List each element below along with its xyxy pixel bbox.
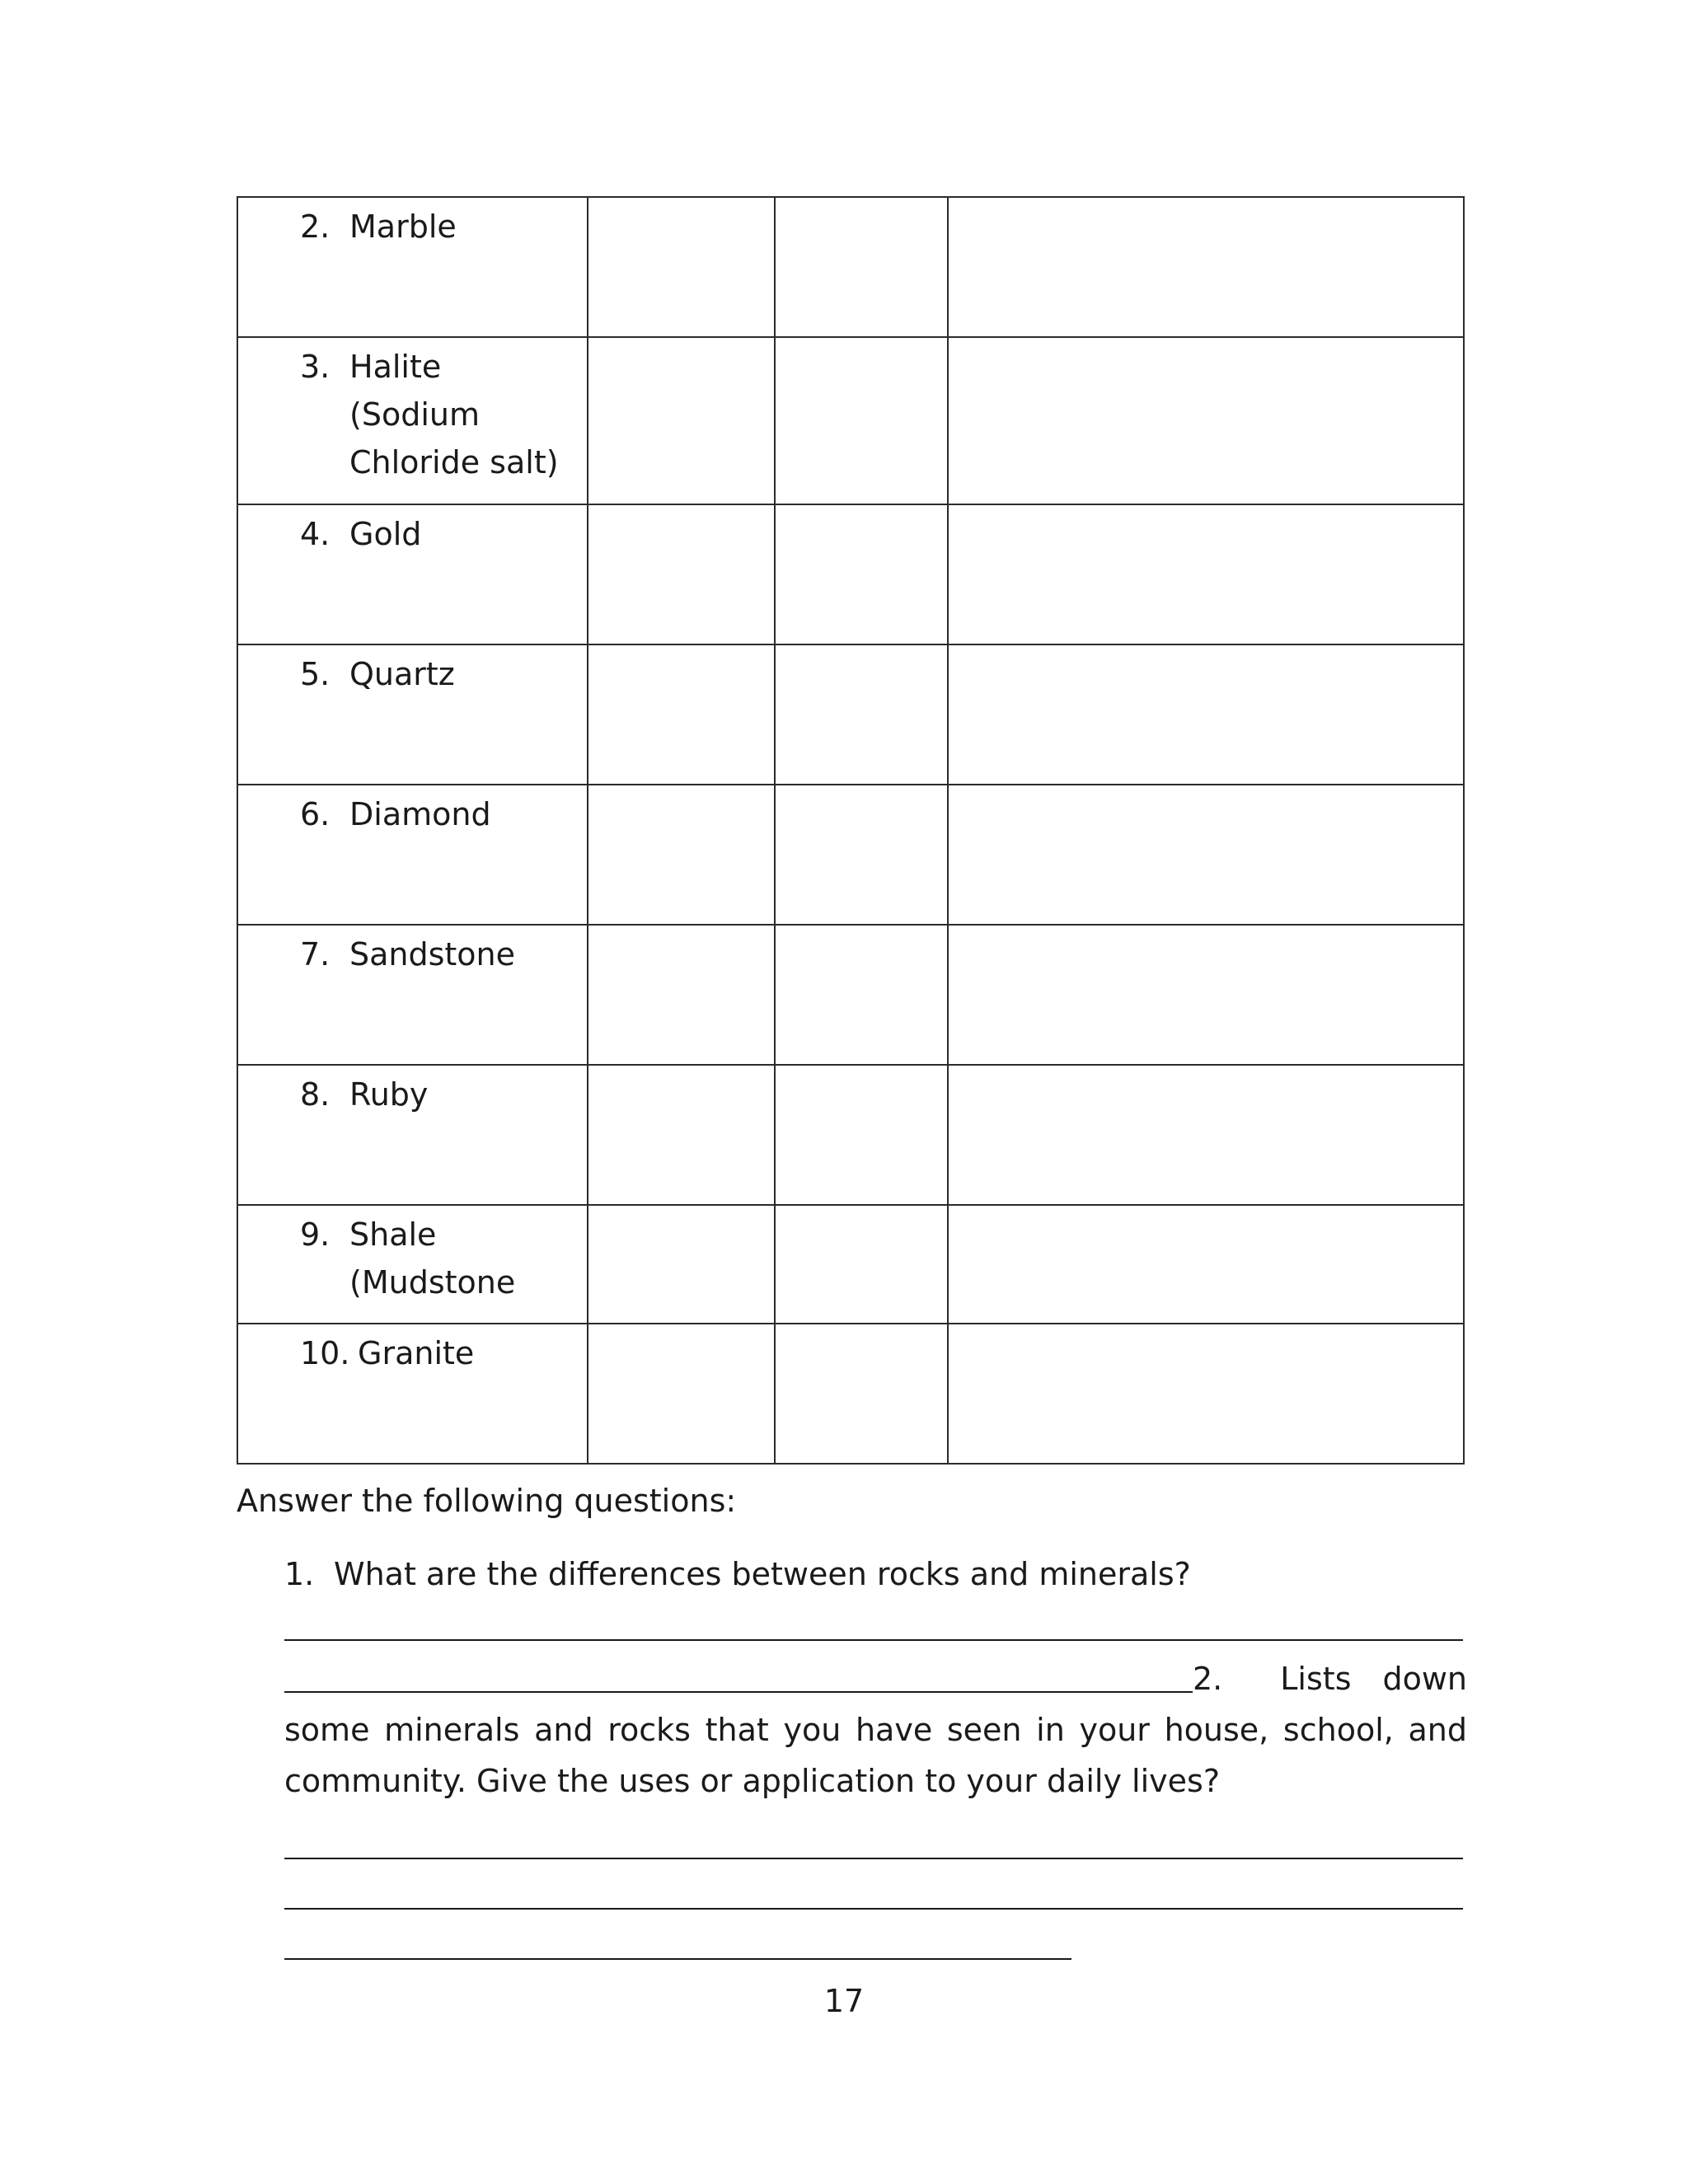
table-row bbox=[237, 1324, 1464, 1464]
answer-line[interactable] bbox=[284, 1639, 1463, 1641]
answer-cell[interactable] bbox=[775, 504, 948, 644]
item-name: Granite bbox=[358, 1335, 475, 1371]
answer-line[interactable] bbox=[284, 1958, 1071, 1960]
answer-cell[interactable] bbox=[775, 1065, 948, 1205]
question-lead-word: down bbox=[1382, 1661, 1467, 1697]
item-cell bbox=[237, 925, 588, 1065]
item-cell bbox=[237, 1324, 588, 1464]
question-number: 2. bbox=[1193, 1661, 1223, 1697]
page-number: 17 bbox=[823, 1983, 865, 2019]
answer-cell[interactable] bbox=[948, 1205, 1464, 1324]
answer-cell[interactable] bbox=[948, 337, 1464, 504]
item-name: Quartz bbox=[349, 656, 455, 692]
item-number: 6. bbox=[300, 796, 331, 832]
question-text: What are the differences between rocks and minerals? bbox=[334, 1556, 1191, 1592]
answer-line[interactable] bbox=[284, 1691, 1193, 1693]
item-cell bbox=[237, 1205, 588, 1324]
answer-cell[interactable] bbox=[588, 197, 775, 337]
answer-cell[interactable] bbox=[948, 1324, 1464, 1464]
item-number: 5. bbox=[300, 656, 331, 692]
table-row bbox=[237, 785, 1464, 925]
item-cell bbox=[237, 197, 588, 337]
answer-cell[interactable] bbox=[588, 1065, 775, 1205]
item-number: 3. bbox=[300, 349, 331, 385]
item-number: 9. bbox=[300, 1216, 331, 1253]
item-cell bbox=[237, 337, 588, 504]
answer-cell[interactable] bbox=[948, 1065, 1464, 1205]
table-row bbox=[237, 197, 1464, 337]
answer-cell[interactable] bbox=[775, 1205, 948, 1324]
answer-cell[interactable] bbox=[948, 785, 1464, 925]
table-row bbox=[237, 1205, 1464, 1324]
rocks-minerals-table bbox=[237, 196, 1465, 1465]
item-number: 7. bbox=[300, 936, 331, 972]
question-1 bbox=[284, 1551, 1191, 1597]
question-lead-word: Lists bbox=[1280, 1661, 1352, 1697]
answer-cell[interactable] bbox=[948, 504, 1464, 644]
answer-cell[interactable] bbox=[588, 504, 775, 644]
answer-cell[interactable] bbox=[775, 925, 948, 1065]
answer-cell[interactable] bbox=[588, 1205, 775, 1324]
answer-cell[interactable] bbox=[948, 197, 1464, 337]
question-number: 1. bbox=[284, 1556, 315, 1592]
answer-cell[interactable] bbox=[588, 1324, 775, 1464]
item-number: 10. bbox=[300, 1335, 350, 1371]
answer-cell[interactable] bbox=[588, 925, 775, 1065]
table-row bbox=[237, 925, 1464, 1065]
item-name: Sandstone bbox=[349, 936, 516, 972]
item-name: Halite (Sodium Chloride salt) bbox=[349, 349, 559, 480]
answer-cell[interactable] bbox=[588, 337, 775, 504]
answer-cell[interactable] bbox=[588, 785, 775, 925]
item-cell bbox=[237, 1065, 588, 1205]
answer-cell[interactable] bbox=[775, 197, 948, 337]
table-row bbox=[237, 1065, 1464, 1205]
item-name: Shale (Mudstone bbox=[349, 1216, 516, 1301]
item-cell bbox=[237, 785, 588, 925]
item-name: Marble bbox=[349, 209, 457, 245]
item-number: 8. bbox=[300, 1076, 331, 1113]
answer-cell[interactable] bbox=[948, 925, 1464, 1065]
item-number: 4. bbox=[300, 516, 331, 552]
answer-cell[interactable] bbox=[775, 337, 948, 504]
question-text: some minerals and rocks that you have seen in your house, school, and community. Give the uses or application to your daily lives? bbox=[284, 1712, 1467, 1799]
item-name: Gold bbox=[349, 516, 422, 552]
instructions-heading: Answer the following questions: bbox=[237, 1483, 737, 1519]
answer-line[interactable] bbox=[284, 1858, 1463, 1859]
item-name: Diamond bbox=[349, 796, 491, 832]
table-row bbox=[237, 504, 1464, 644]
question-2 bbox=[284, 1653, 1467, 1807]
item-cell bbox=[237, 644, 588, 785]
answer-cell[interactable] bbox=[775, 785, 948, 925]
answer-cell[interactable] bbox=[775, 1324, 948, 1464]
answer-cell[interactable] bbox=[948, 644, 1464, 785]
answer-cell[interactable] bbox=[588, 644, 775, 785]
table-row bbox=[237, 644, 1464, 785]
item-number: 2. bbox=[300, 209, 331, 245]
answer-cell[interactable] bbox=[775, 644, 948, 785]
item-cell bbox=[237, 504, 588, 644]
item-name: Ruby bbox=[349, 1076, 429, 1113]
table-row bbox=[237, 337, 1464, 504]
answer-line[interactable] bbox=[284, 1908, 1463, 1910]
